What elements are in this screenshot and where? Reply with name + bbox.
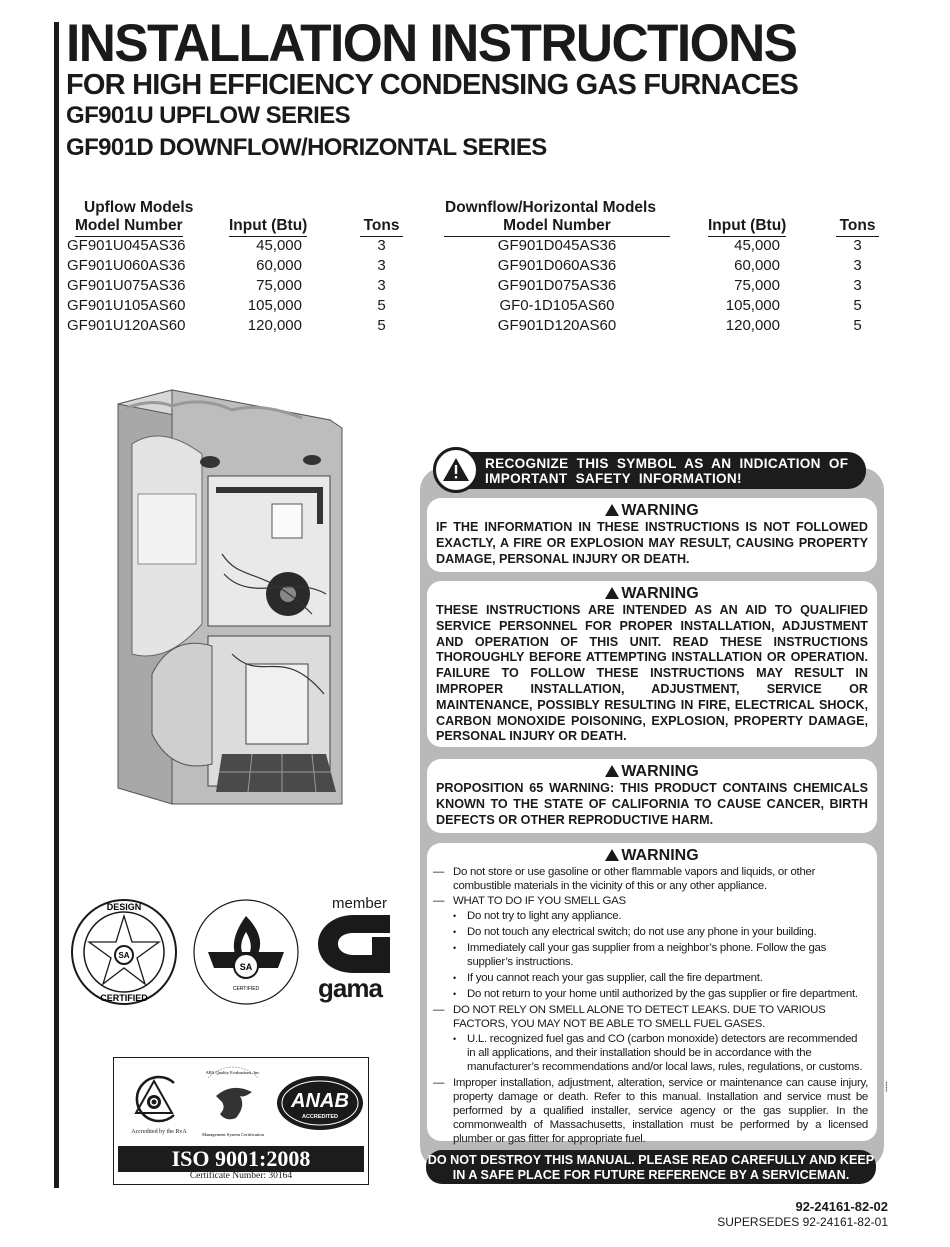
document-number: 92-24161-82-02 [795, 1199, 888, 1214]
keep-manual-line-1: DO NOT DESTROY THIS MANUAL. PLEASE READ CAREFULLY AND KEEP [427, 1153, 875, 1167]
table-cell: 75,000 [734, 277, 780, 294]
svg-text:ABS Quality Evaluations, Inc.: ABS Quality Evaluations, Inc. [205, 1070, 261, 1075]
downflow-header-tons: Tons [836, 216, 879, 237]
warning-heading: WARNING [427, 843, 877, 865]
warning-box-qualified [427, 581, 877, 747]
svg-text:Management System Certificatio: Management System Certification [202, 1132, 264, 1137]
table-cell: 75,000 [256, 277, 302, 294]
table-cell: GF901U045AS36 [67, 237, 186, 254]
gama-g-icon [316, 913, 392, 975]
warning-heading: WARNING [427, 759, 877, 781]
csa-certified-flame-logo [192, 898, 300, 1006]
svg-text:SA: SA [118, 951, 130, 960]
svg-text:CERTIFIED: CERTIFIED [232, 986, 260, 992]
table-cell: 105,000 [725, 297, 780, 314]
supersedes-note: SUPERSEDES 92-24161-82-01 [717, 1215, 888, 1229]
svg-text:SA: SA [239, 962, 253, 972]
table-cell: GF901U120AS60 [67, 317, 186, 334]
gama-member-label: member [332, 895, 388, 912]
table-cell: 5 [853, 317, 862, 334]
table-cell: GF901D060AS36 [497, 257, 617, 274]
figure-code-mark: ▪▪▪▪▪▪ [884, 1081, 890, 1092]
table-cell: GF0-1D105AS60 [499, 297, 615, 314]
downflow-header-input: Input (Btu) [708, 216, 786, 237]
list-item: • Do not try to light any appliance. [433, 909, 868, 923]
banner-line-2: IMPORTANT SAFETY INFORMATION! [485, 471, 742, 486]
table-cell: 5 [377, 317, 386, 334]
svg-text:ACCREDITED: ACCREDITED [301, 1114, 339, 1120]
table-cell: GF901U060AS36 [67, 257, 186, 274]
upflow-header-model: Model Number [75, 216, 183, 237]
table-cell: 120,000 [247, 317, 302, 334]
table-cell: 3 [853, 257, 862, 274]
warning-box-gas [427, 843, 877, 1145]
csa-design-certified-logo [70, 898, 178, 1006]
table-cell: 60,000 [256, 257, 302, 274]
table-cell: 60,000 [734, 257, 780, 274]
table-cell: GF901D045AS36 [497, 237, 617, 254]
svg-text:CERTIFIED: CERTIFIED [100, 993, 148, 1003]
gama-member-logo [314, 895, 394, 1005]
downflow-group-label: Downflow/Horizontal Models [445, 199, 656, 216]
list-item: — Do not store or use gasoline or other flammable vapors and liquids, or other combustible materials in the vicinity of this or any other appliance. [433, 865, 868, 893]
warning-triangle-icon [605, 849, 619, 861]
list-item: — DO NOT RELY ON SMELL ALONE TO DETECT LEAKS. DUE TO VARIOUS FACTORS, YOU MAY NOT BE ABLE TO SMELL FUEL GASES. [433, 1003, 868, 1031]
anab-accredited-logo [276, 1075, 364, 1131]
rva-logo [128, 1073, 184, 1125]
banner-line-1: RECOGNIZE THIS SYMBOL AS AN INDICATION OF [485, 456, 849, 471]
table-cell: 45,000 [256, 237, 302, 254]
list-item: • If you cannot reach your gas supplier, call the fire department. [433, 971, 868, 985]
list-item: • Do not touch any electrical switch; do not use any phone in your building. [433, 925, 868, 939]
abs-quality-eagle-logo [196, 1066, 270, 1140]
rva-accredited-text: Accredited by the RvA [131, 1129, 187, 1135]
list-item: — WHAT TO DO IF YOU SMELL GAS [433, 894, 868, 908]
warning-triangle-icon [605, 765, 619, 777]
upflow-header-input: Input (Btu) [229, 216, 307, 237]
keep-manual-banner [426, 1150, 876, 1184]
svg-text:DESIGN: DESIGN [106, 902, 142, 912]
downflow-header-model: Model Number [444, 216, 670, 237]
warning-heading: WARNING [427, 498, 877, 520]
iso-9001-label: ISO 9001:2008 [118, 1146, 364, 1172]
table-cell: GF901D120AS60 [497, 317, 617, 334]
warning-text-qualified: THESE INSTRUCTIONS ARE INTENDED AS AN AID TO QUALIFIED SERVICE PERSONNEL FOR PROPER INSTALLATION, ADJUSTMENT AND OPERATION OF THIS UNIT. READ THESE INSTRUCTIONS THOROUGHLY BEFORE ATTEMPTING INSTALLATION OR OPERATION. FAILURE TO FOLLOW THESE INSTRUCTIONS MAY RESULT IN IMPROPER INSTALLATION, ADJUSTMENT, SERVICE OR MAINTENANCE, POSSIBLY RESULTING IN FIRE, ELECTRICAL SHOCK, CARBON MONOXIDE POISONING, EXPLOSION, PROPERTY DAMAGE, PERSONAL INJURY OR DEATH. [436, 603, 868, 744]
left-margin-bar [54, 22, 59, 1188]
table-cell: 105,000 [247, 297, 302, 314]
warning-triangle-icon [605, 504, 619, 516]
page-title: INSTALLATION INSTRUCTIONS [66, 14, 797, 73]
page-subtitle: FOR HIGH EFFICIENCY CONDENSING GAS FURNACES [66, 69, 799, 101]
table-cell: GF901D075AS36 [497, 277, 617, 294]
table-cell: GF901U075AS36 [67, 277, 186, 294]
table-cell: 3 [377, 277, 386, 294]
warning-box-prop65 [427, 759, 877, 833]
warning-box-fire [427, 498, 877, 572]
list-item: • U.L. recognized fuel gas and CO (carbon monoxide) detectors are recommended in all applications, and their installation should be in accordance with the manufacturer’s recommendations and/or local laws, rules, regulations, or customs. [433, 1032, 868, 1074]
gama-name: gama [318, 973, 382, 1003]
table-cell: GF901U105AS60 [67, 297, 186, 314]
warning-heading: WARNING [427, 581, 877, 603]
warning-triangle-icon [605, 587, 619, 599]
gas-warning-list [427, 865, 877, 1146]
warning-text-fire: IF THE INFORMATION IN THESE INSTRUCTIONS IS NOT FOLLOWED EXACTLY, A FIRE OR EXPLOSION MAY RESULT, CAUSING PROPERTY DAMAGE, PERSONAL INJURY OR DEATH. [436, 520, 868, 566]
furnace-cutaway-illustration [112, 384, 350, 814]
table-cell: 5 [853, 297, 862, 314]
list-item: • Do not return to your home until authorized by the gas supplier or fire department. [433, 987, 868, 1001]
series-downflow: GF901D DOWNFLOW/HORIZONTAL SERIES [66, 134, 547, 161]
table-cell: 3 [853, 237, 862, 254]
keep-manual-line-2: IN A SAFE PLACE FOR FUTURE REFERENCE BY A SERVICEMAN. [452, 1168, 850, 1182]
svg-text:ANAB: ANAB [291, 1090, 349, 1112]
upflow-group-label: Upflow Models [84, 199, 194, 216]
table-cell: 3 [853, 277, 862, 294]
safety-symbol-banner [440, 452, 866, 489]
upflow-header-tons: Tons [360, 216, 403, 237]
safety-alert-icon [433, 447, 479, 493]
iso-certificate-number: Certificate Number: 30164 [189, 1171, 293, 1181]
table-cell: 3 [377, 237, 386, 254]
series-upflow: GF901U UPFLOW SERIES [66, 102, 351, 129]
warning-text-prop65: PROPOSITION 65 WARNING: THIS PRODUCT CONTAINS CHEMICALS KNOWN TO THE STATE OF CALIFORNIA TO CAUSE CANCER, BIRTH DEFECTS OR OTHER REPRODUCTIVE HARM. [436, 781, 868, 827]
table-cell: 120,000 [725, 317, 780, 334]
table-cell: 3 [377, 257, 386, 274]
list-item: • Immediately call your gas supplier from a neighbor’s phone. Follow the gas supplier’s instructions. [433, 941, 868, 969]
list-item: — Improper installation, adjustment, alteration, service or maintenance can cause injury, property damage or death. Refer to this manual. Installation and service must be performed by a qualified installer, service agency or the gas supplier. In the commonwealth of Massachusetts, installation must be performed by a licensed plumber or gas fitter for appropriate fuel. [433, 1076, 868, 1146]
table-cell: 45,000 [734, 237, 780, 254]
table-cell: 5 [377, 297, 386, 314]
